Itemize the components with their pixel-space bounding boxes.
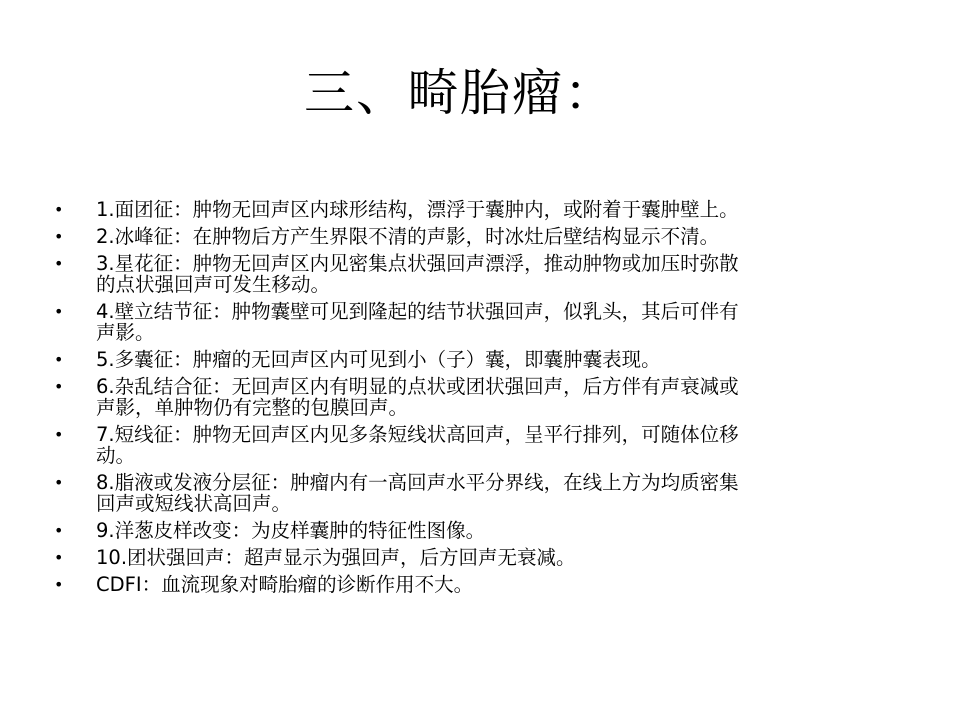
bullet-dot: • (54, 302, 64, 321)
bullet-item (54, 349, 914, 370)
bullet-item (54, 301, 914, 343)
bullet-dot: • (54, 425, 64, 444)
bullet-line: 10.团状强回声：超声显示为强回声，后方回声无衰减。 (96, 546, 576, 569)
bullet-line: 2.冰峰征：在肿物后方产生界限不清的声影，时冰灶后壁结构显示不清。 (96, 225, 720, 248)
bullet-dot: • (54, 254, 64, 273)
bullet-text (96, 376, 914, 418)
bullet-line: 6.杂乱结合征：无回声区内有明显的点状或团状强回声，后方伴有声衰减或 (96, 375, 739, 398)
bullet-line: 1.面团征：肿物无回声区内球形结构，漂浮于囊肿内，或附着于囊肿壁上。 (96, 198, 739, 221)
bullet-text (96, 226, 914, 247)
slide-title: 三、畸胎瘤： (304, 64, 616, 122)
bullet-item (54, 424, 914, 466)
bullet-item (54, 253, 914, 295)
bullet-line: 动。 (96, 444, 136, 467)
bullet-dot: • (54, 575, 64, 594)
bullet-dot: • (54, 521, 64, 540)
bullet-text (96, 574, 914, 595)
bullet-text (96, 424, 914, 466)
bullet-text (96, 520, 914, 541)
bullet-line: 声影，单肿物仍有完整的包膜回声。 (96, 396, 409, 419)
bullet-dot: • (54, 200, 64, 219)
bullet-text (96, 472, 914, 514)
bullet-line: 4.壁立结节征：肿物囊壁可见到隆起的结节状强回声，似乳头，其后可伴有 (96, 300, 739, 323)
bullet-text (96, 547, 914, 568)
bullet-item (54, 547, 914, 568)
bullet-line: 声影。 (96, 321, 155, 344)
bullet-dot: • (54, 548, 64, 567)
bullet-dot: • (54, 473, 64, 492)
bullet-item (54, 574, 914, 595)
bullet-text (96, 199, 914, 220)
bullet-item (54, 472, 914, 514)
bullet-line: 9.洋葱皮样改变：为皮样囊肿的特征性图像。 (96, 519, 486, 542)
bullet-item (54, 376, 914, 418)
bullet-line: 回声或短线状高回声。 (96, 492, 292, 515)
bullet-text (96, 349, 914, 370)
bullet-list (54, 199, 914, 601)
bullet-item (54, 520, 914, 541)
bullet-dot: • (54, 227, 64, 246)
bullet-line: 5.多囊征：肿瘤的无回声区内可见到小（子）囊，即囊肿囊表现。 (96, 348, 661, 371)
bullet-dot: • (54, 350, 64, 369)
bullet-text (96, 253, 914, 295)
bullet-line: 3.星花征：肿物无回声区内见密集点状强回声漂浮，推动肿物或加压时弥散 (96, 252, 739, 275)
bullet-dot: • (54, 377, 64, 396)
bullet-line: 7.短线征：肿物无回声区内见多条短线状高回声，呈平行排列，可随体位移 (96, 423, 739, 446)
bullet-line: 8.脂液或发液分层征：肿瘤内有一高回声水平分界线，在线上方为均质密集 (96, 471, 739, 494)
bullet-text (96, 301, 914, 343)
bullet-line: 的点状强回声可发生移动。 (96, 273, 331, 296)
bullet-line: CDFI：血流现象对畸胎瘤的诊断作用不大。 (96, 573, 474, 596)
bullet-item (54, 199, 914, 220)
bullet-item (54, 226, 914, 247)
